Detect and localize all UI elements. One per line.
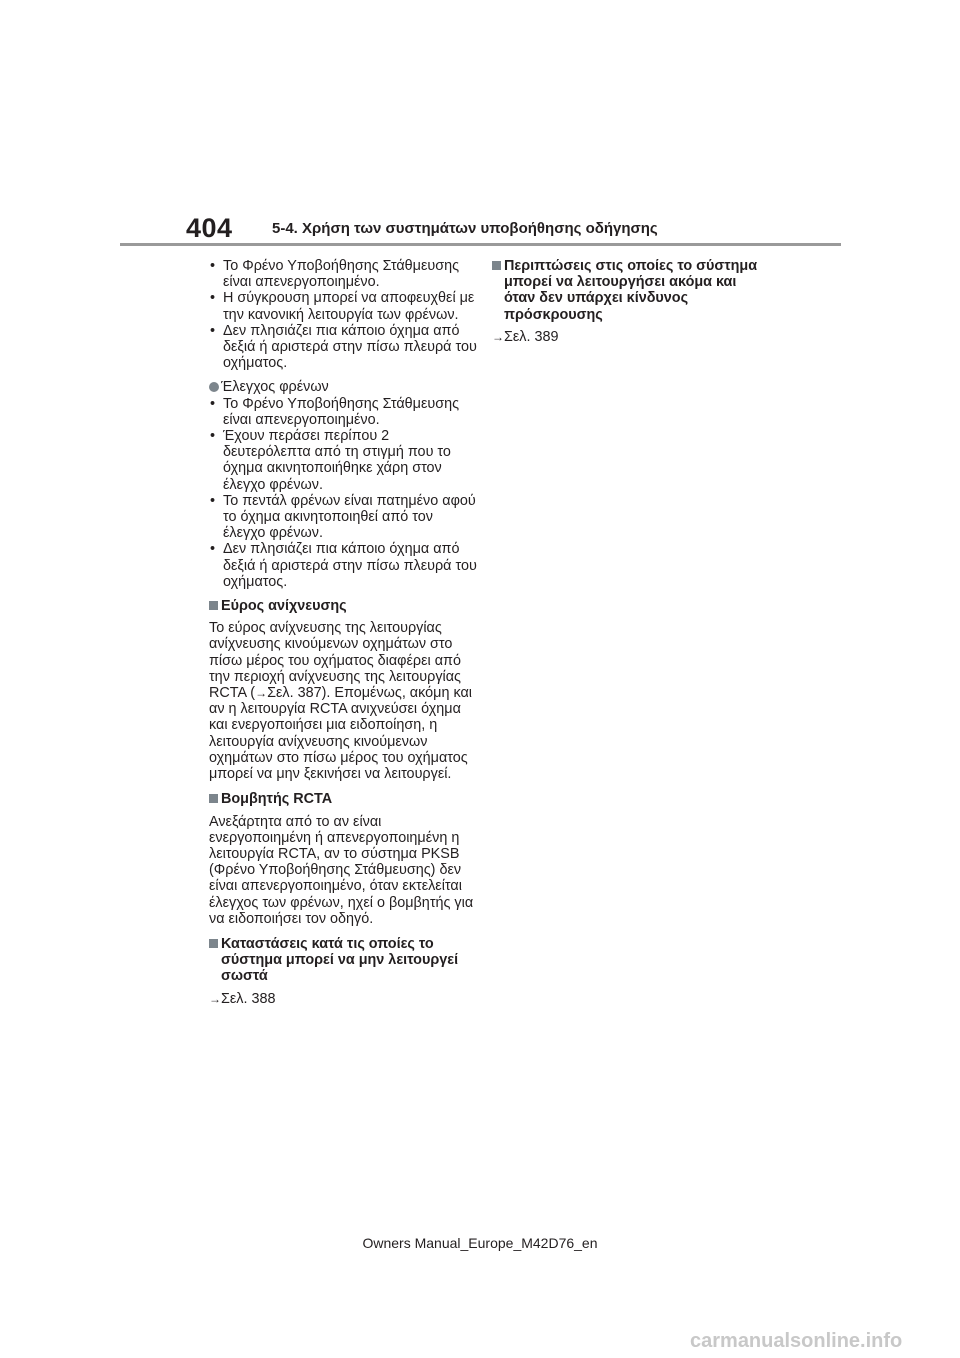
heading-text: Εύρος ανίχνευσης [221,598,347,615]
malfunction-reference [209,991,479,1007]
paragraph-text: ). Επομένως, ακόμη και αν η λειτουργία RCTA ανιχνεύσει όχημα και ενεργοποιήσει μια ειδοποίηση, η λειτουργία ανίχνευσης κινούμενων οχημάτων στο πίσω μέρος του οχήματος μπορεί να μην ξεκινήσει να λειτουργεί. [209,685,472,783]
watermark: carmanualsonline.info [690,1330,903,1352]
detection-range-text [209,620,479,782]
malfunction-heading [209,936,479,985]
heading-square-icon [209,939,218,948]
rcta-buzzer-text: Ανεξάρτητα από το αν είναι ενεργοποιημένη ή απενεργοποιημένη η λειτουργία RCTA, αν το σύστημα PKSB (Φρένο Υποβοήθησης Στάθμευσης) δεν είναι απενεργοποιημένο, όταν εκτελείται έλεγχος των φρένων, ηχεί ο βομβητής για να ειδοποιήσει τον οδηγό. [209,813,474,927]
left-column [209,258,479,1007]
bullet-list [209,258,479,371]
brake-check-list [209,396,479,590]
paragraph-text: Το εύρος ανίχνευσης της λειτουργίας ανίχνευσης κινούμενων οχημάτων στο πίσω μέρος του οχήματος διαφέρει από την περιοχή ανίχνευσης της λειτουργίας RCTA ( [209,620,461,702]
header-divider [120,243,841,246]
brake-check-lead [209,379,479,395]
list-item: • Η σύγκρουση μπορεί να αποφευχθεί με την κανονική λειτουργία των φρένων. [209,290,479,322]
page-reference-link[interactable]: Σελ. 389 [504,328,559,345]
arrow-icon: → [255,686,268,701]
heading-square-icon [209,794,218,803]
arrow-icon: → [492,329,504,344]
list-item: • Το Φρένο Υποβοήθησης Στάθμευσης είναι απενεργοποιημένο. [209,396,479,428]
heading-text: Βομβητής RCTA [221,791,333,808]
list-item: • Το πεντάλ φρένων είναι πατημένο αφού το όχημα ακινητοποιηθεί από τον έλεγχο φρένων. [209,493,479,542]
arrow-icon: → [209,991,221,1006]
rcta-buzzer-heading [209,791,479,807]
right-column [492,258,762,345]
heading-text: Καταστάσεις κατά τις οποίες το σύστημα μπορεί να μην λειτουργεί σωστά [221,935,459,985]
footer-text: Owners Manual_Europe_M42D76_en [362,1235,598,1251]
page-reference-link[interactable]: Σελ. 387 [267,685,322,702]
heading-text: Περιπτώσεις στις οποίες το σύστημα μπορεί να λειτουργήσει ακόμα και όταν δεν υπάρχει κίνδυνος πρόσκρουσης [504,258,758,323]
page-number: 404 [186,213,233,243]
bullet-dot-icon [209,382,219,392]
page-reference-link[interactable]: Σελ. 388 [221,990,276,1007]
list-item: • Δεν πλησιάζει πια κάποιο όχημα από δεξιά ή αριστερά στην πίσω πλευρά του οχήματος. [209,541,479,590]
detection-range-heading [209,598,479,614]
heading-square-icon [492,261,501,270]
operate-heading [492,258,762,323]
heading-square-icon [209,601,218,610]
list-item: • Έχουν περάσει περίπου 2 δευτερόλεπτα από τη στιγμή που το όχημα ακινητοποιήθηκε χάρη στον έλεγχο φρένων. [209,428,479,493]
brake-check-label: Έλεγχος φρένων [221,379,329,396]
list-item: • Δεν πλησιάζει πια κάποιο όχημα από δεξιά ή αριστερά στην πίσω πλευρά του οχήματος. [209,323,479,372]
section-title: 5-4. Χρήση των συστημάτων υποβοήθησης οδήγησης [272,220,658,237]
operate-reference [492,329,762,345]
list-item: • Το Φρένο Υποβοήθησης Στάθμευσης είναι απενεργοποιημένο. [209,258,479,290]
